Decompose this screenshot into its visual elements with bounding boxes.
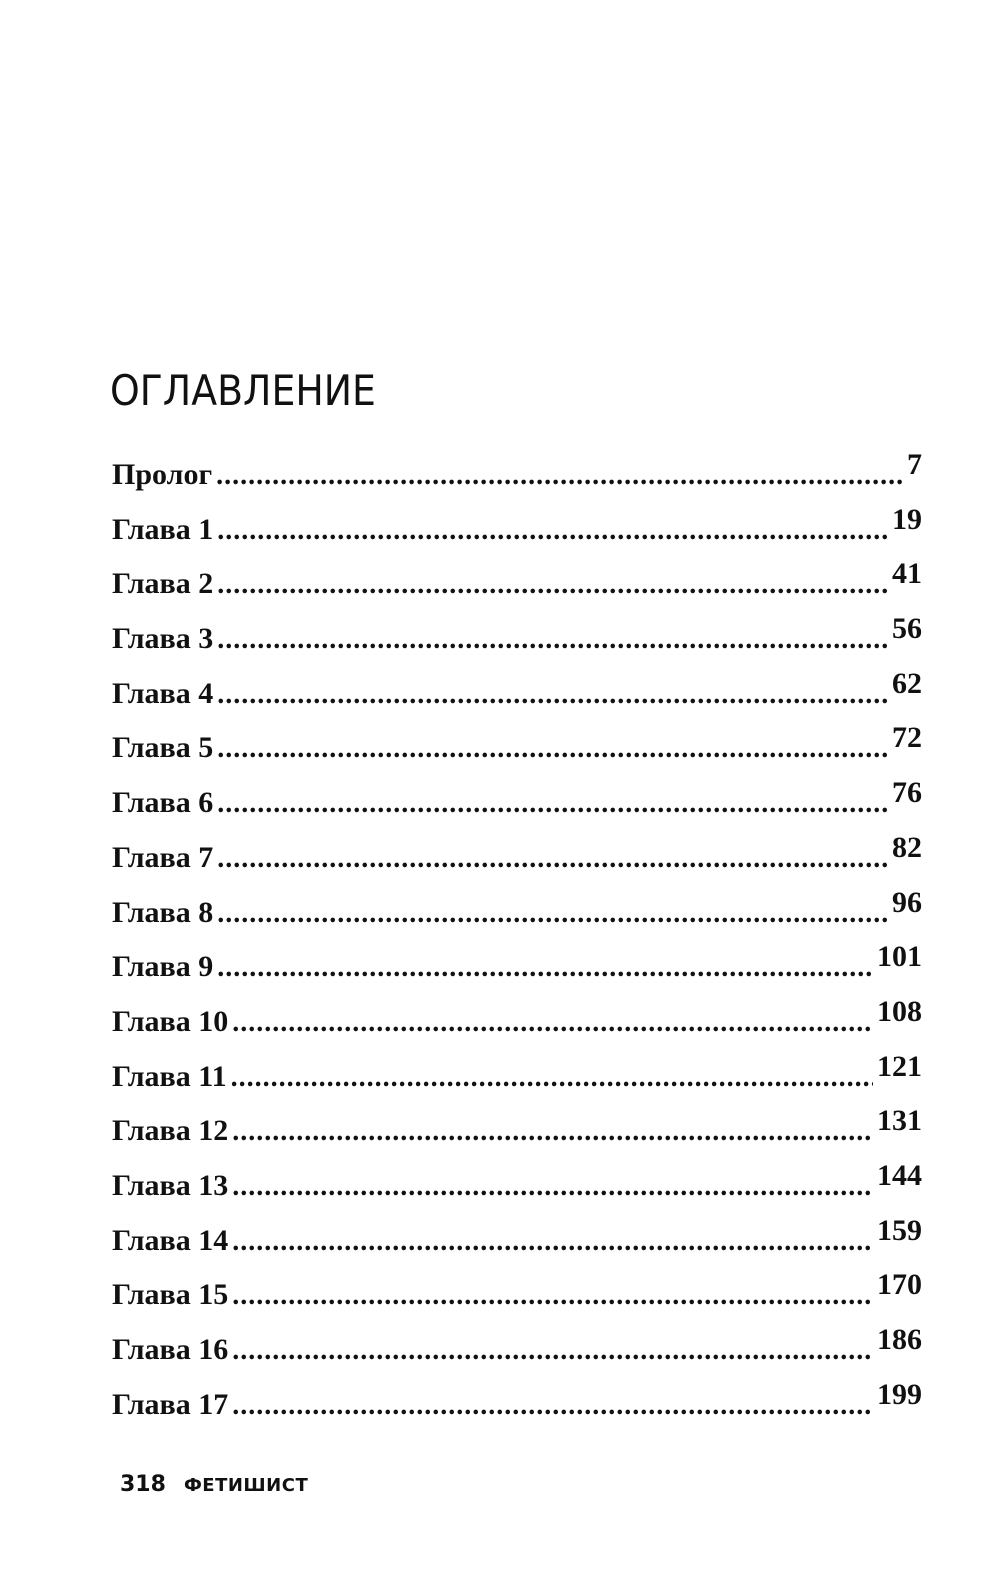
toc-entry-title: Глава 16 bbox=[112, 1333, 229, 1366]
toc-entry-title: Глава 3 bbox=[112, 622, 214, 656]
toc-entry-page: 62 bbox=[892, 666, 922, 700]
toc-entry-title: Глава 9 bbox=[112, 950, 214, 984]
toc-entry-page: 76 bbox=[892, 776, 922, 810]
toc-entry-page: 131 bbox=[877, 1104, 922, 1138]
toc-entry bbox=[112, 503, 922, 558]
toc-entry-title: Глава 13 bbox=[112, 1168, 229, 1202]
toc-list bbox=[112, 448, 922, 1432]
toc-entry bbox=[112, 995, 922, 1050]
toc-entry-page: 170 bbox=[877, 1268, 922, 1302]
dot-leader bbox=[217, 722, 888, 777]
toc-entry bbox=[112, 557, 922, 612]
toc-entry-title: Глава 5 bbox=[112, 731, 214, 765]
toc-entry-page: 19 bbox=[892, 502, 922, 536]
toc-entry-page: 121 bbox=[877, 1049, 922, 1083]
toc-entry-page: 144 bbox=[877, 1158, 922, 1192]
toc-entry-title: Глава 2 bbox=[112, 567, 214, 601]
toc-entry bbox=[112, 721, 922, 776]
toc-entry-title: Глава 1 bbox=[112, 512, 214, 546]
toc-entry-title: Глава 10 bbox=[112, 1004, 229, 1038]
dot-leader bbox=[232, 1379, 873, 1434]
toc-entry bbox=[112, 667, 922, 722]
toc-entry-title: Глава 6 bbox=[112, 786, 214, 820]
toc-entry-title: Глава 15 bbox=[112, 1278, 229, 1312]
page-footer bbox=[120, 1472, 308, 1497]
toc-entry-page: 7 bbox=[907, 448, 922, 481]
dot-leader bbox=[232, 1215, 873, 1270]
toc-entry bbox=[112, 1050, 922, 1105]
dot-leader bbox=[217, 941, 873, 996]
toc-entry bbox=[112, 1268, 922, 1323]
dot-leader bbox=[217, 777, 888, 832]
toc-entry bbox=[112, 1214, 922, 1269]
toc-entry-page: 96 bbox=[892, 885, 922, 919]
dot-leader bbox=[217, 558, 888, 613]
dot-leader bbox=[217, 832, 888, 887]
toc-entry bbox=[112, 1323, 922, 1378]
toc-entry bbox=[112, 1378, 922, 1433]
page-number: 318 bbox=[120, 1472, 166, 1497]
toc-entry-page: 56 bbox=[892, 612, 922, 646]
toc-entry-title: Глава 7 bbox=[112, 840, 214, 874]
toc-heading: ОГЛАВЛЕНИЕ bbox=[110, 366, 376, 415]
toc-entry bbox=[112, 886, 922, 941]
toc-entry-title: Глава 17 bbox=[112, 1387, 229, 1421]
toc-entry-title: Глава 14 bbox=[112, 1223, 229, 1257]
toc-entry-title: Глава 4 bbox=[112, 676, 214, 710]
toc-entry bbox=[112, 1104, 922, 1159]
toc-entry-page: 82 bbox=[892, 830, 922, 864]
toc-entry bbox=[112, 940, 922, 995]
toc-entry-page: 199 bbox=[877, 1377, 922, 1411]
toc-entry-title: Глава 12 bbox=[112, 1114, 229, 1148]
toc-entry bbox=[112, 612, 922, 667]
dot-leader bbox=[217, 613, 888, 668]
toc-entry-title: Глава 11 bbox=[112, 1059, 227, 1093]
dot-leader bbox=[232, 1324, 873, 1379]
running-title: ФЕТИШИСТ bbox=[183, 1475, 309, 1496]
toc-entry bbox=[112, 831, 922, 886]
dot-leader bbox=[232, 1160, 873, 1215]
dot-leader bbox=[217, 668, 888, 723]
toc-entry-page: 108 bbox=[877, 994, 922, 1028]
dot-leader bbox=[232, 996, 873, 1051]
toc-entry-title: Глава 8 bbox=[112, 895, 214, 929]
toc-entry-page: 101 bbox=[877, 940, 922, 974]
toc-entry bbox=[112, 1159, 922, 1214]
toc-entry-page: 186 bbox=[877, 1323, 922, 1356]
toc-entry bbox=[112, 448, 922, 503]
dot-leader bbox=[232, 1105, 873, 1160]
dot-leader bbox=[232, 1269, 873, 1324]
toc-entry bbox=[112, 776, 922, 831]
toc-entry-page: 159 bbox=[877, 1213, 922, 1247]
dot-leader bbox=[217, 887, 888, 942]
dot-leader bbox=[216, 449, 903, 504]
dot-leader bbox=[231, 1051, 873, 1106]
toc-entry-page: 41 bbox=[892, 557, 922, 591]
dot-leader bbox=[217, 504, 888, 559]
toc-entry-page: 72 bbox=[892, 721, 922, 755]
toc-entry-title: Пролог bbox=[112, 458, 213, 491]
